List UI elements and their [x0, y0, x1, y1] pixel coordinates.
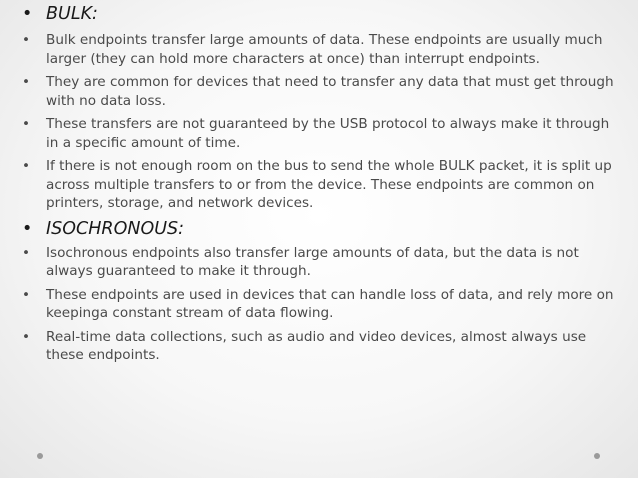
section-heading-isochronous [22, 218, 614, 240]
bullet-icon: • [22, 116, 31, 132]
bullet-item [22, 115, 614, 152]
decorative-dot-icon [594, 453, 600, 459]
bullet-item [22, 31, 614, 68]
bullet-icon: • [22, 244, 31, 261]
bullet-icon: • [22, 218, 33, 239]
heading-text: ISOCHRONOUS: [46, 218, 185, 239]
bullet-text: If there is not enough room on the bus to send the whole BULK packet, it is split up across multiple transfers to or from the device. These endpoints are common on printers, storage, and network devices. [46, 158, 612, 211]
bullet-item [22, 244, 614, 281]
bullet-icon: • [22, 74, 31, 90]
bullet-item [22, 73, 614, 110]
decorative-dot-icon [37, 453, 43, 459]
bullet-item [22, 286, 614, 323]
bullet-text: Real-time data collections, such as audio and video devices, almost always use these endpoints. [46, 328, 587, 363]
heading-text: BULK: [46, 4, 98, 24]
section-heading-bulk [22, 3, 614, 25]
slide-content [22, 3, 614, 370]
bullet-icon: • [22, 158, 31, 174]
bullet-text: These transfers are not guaranteed by the USB protocol to always make it through in a specific amount of time. [46, 116, 610, 151]
bullet-text: These endpoints are used in devices that can handle loss of data, and rely more on keepinga constant stream of data flowing. [46, 286, 614, 321]
bullet-icon: • [22, 286, 31, 303]
bullet-item [22, 328, 614, 365]
bullet-icon: • [22, 4, 33, 24]
bullet-text: Bulk endpoints transfer large amounts of data. These endpoints are usually much larger (they can hold more characters at once) than interrupt endpoints. [46, 32, 603, 67]
bullet-text: Isochronous endpoints also transfer large amounts of data, but the data is not always guaranteed to make it through. [46, 244, 579, 279]
bullet-item [22, 157, 614, 213]
bullet-icon: • [22, 32, 31, 48]
bullet-text: They are common for devices that need to transfer any data that must get through with no data loss. [46, 74, 614, 109]
bullet-icon: • [22, 328, 31, 345]
